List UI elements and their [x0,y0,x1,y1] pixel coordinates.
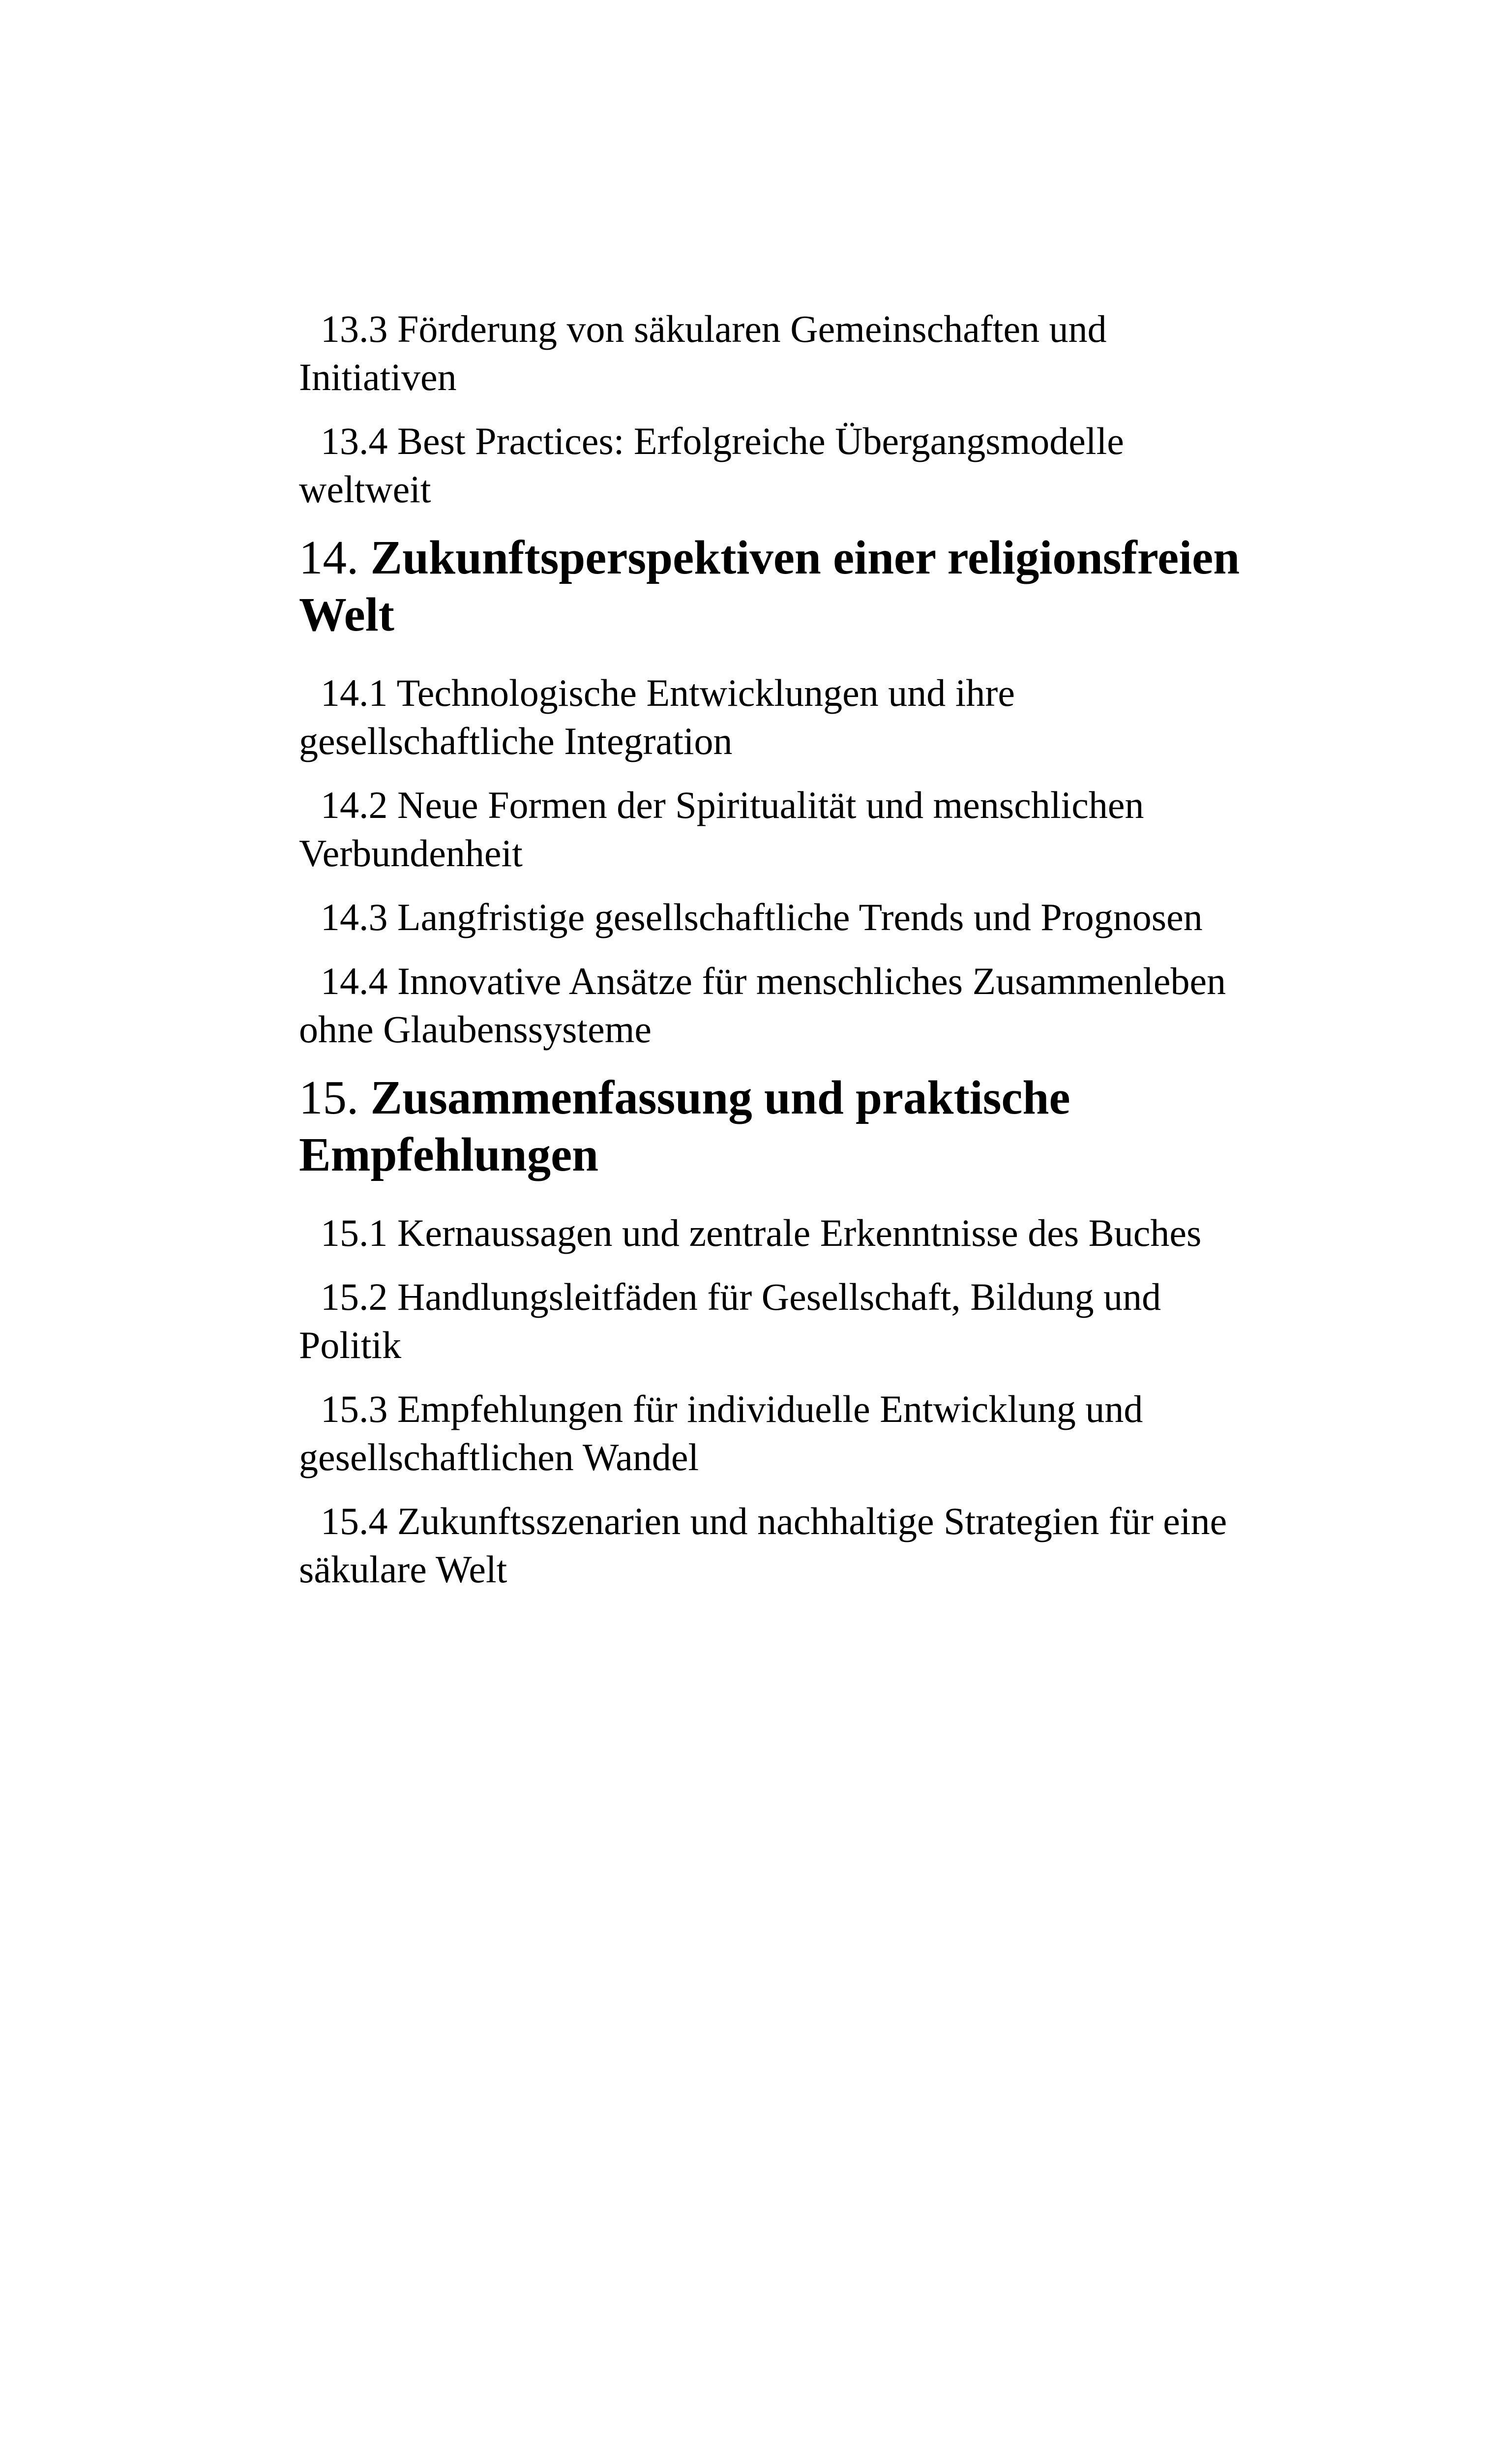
toc-entry-15-4: 15.4 Zukunftsszenarien und nachhaltige Strategien für eine säkulare Welt [299,1500,1227,1591]
toc-entry-13-3: 13.3 Förderung von säkularen Gemeinschaften und Initiativen [299,307,1107,398]
chapter-heading-14 [299,529,1258,643]
toc-entry-15-2: 15.2 Handlungsleitfäden für Gesellschaft, Bildung und Politik [299,1275,1161,1366]
toc-entry-15-3: 15.3 Empfehlungen für individuelle Entwicklung und gesellschaftlichen Wandel [299,1387,1143,1478]
chapter-title: Zukunftsperspektiven einer religionsfreien Welt [299,531,1240,641]
chapter-title: Zusammenfassung und praktische Empfehlungen [299,1071,1070,1181]
chapter-number: 14. [299,531,371,584]
table-of-contents [299,305,1258,1609]
toc-entry-14-2: 14.2 Neue Formen der Spiritualität und menschlichen Verbundenheit [299,784,1144,875]
toc-entry-14-3: 14.3 Langfristige gesellschaftliche Trends und Prognosen [321,896,1203,938]
toc-entry-14-4: 14.4 Innovative Ansätze für menschliches Zusammenleben ohne Glaubenssysteme [299,960,1226,1051]
toc-entry-15-1: 15.1 Kernaussagen und zentrale Erkenntnisse des Buches [321,1211,1202,1254]
toc-entry-14-1: 14.1 Technologische Entwicklungen und ihre gesellschaftliche Integration [299,671,1015,762]
chapter-heading-15 [299,1069,1258,1183]
toc-entry-13-4: 13.4 Best Practices: Erfolgreiche Übergangsmodelle weltweit [299,420,1124,511]
chapter-number: 15. [299,1071,371,1124]
